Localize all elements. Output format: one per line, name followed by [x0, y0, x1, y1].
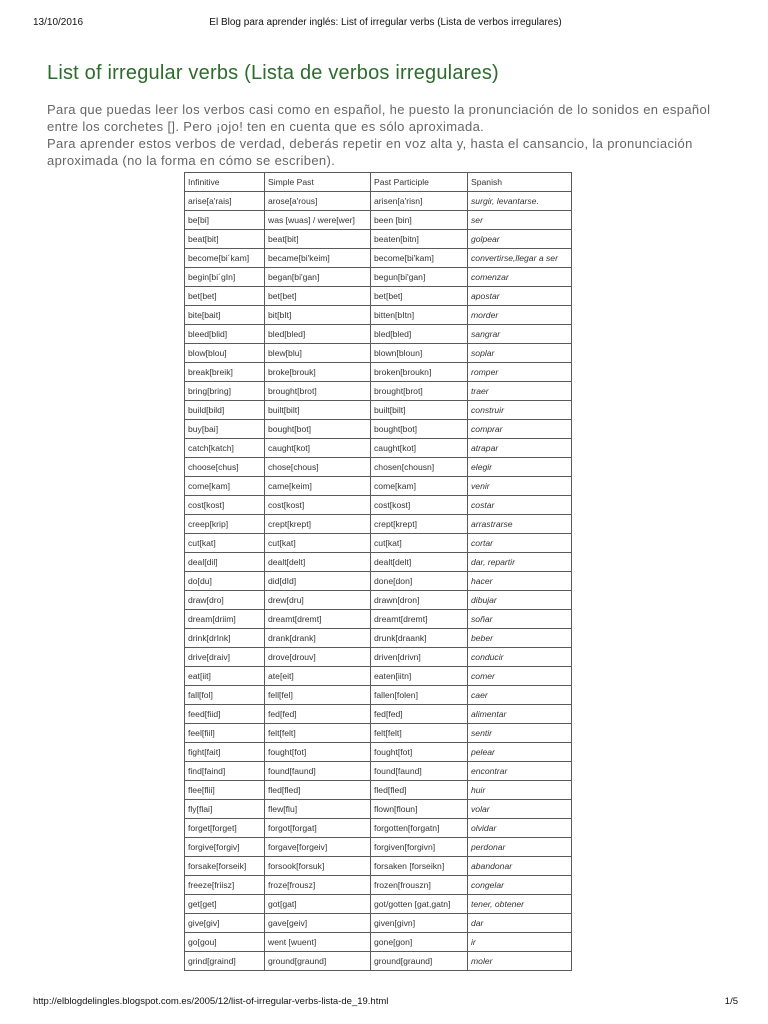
cell-simple-past: went [wuent] — [265, 933, 371, 952]
cell-spanish: abandonar — [468, 857, 572, 876]
cell-infinitive: arise[a'rais] — [185, 192, 265, 211]
table-row — [185, 306, 572, 325]
intro-paragraph: Para aprender estos verbos de verdad, deberás repetir en voz alta y, hasta el cansancio, la pronunciación aproximada (no la forma en cómo se escriben). — [47, 136, 693, 168]
cell-simple-past: fell[fel] — [265, 686, 371, 705]
cell-spanish: caer — [468, 686, 572, 705]
cell-spanish: venir — [468, 477, 572, 496]
cell-spanish: costar — [468, 496, 572, 515]
cell-simple-past: brought[brot] — [265, 382, 371, 401]
table-row — [185, 401, 572, 420]
cell-past-participle: been [bin] — [371, 211, 468, 230]
table-row — [185, 876, 572, 895]
cell-past-participle: drunk[draank] — [371, 629, 468, 648]
cell-spanish: moler — [468, 952, 572, 971]
cell-past-participle: chosen[chousn] — [371, 458, 468, 477]
cell-infinitive: build[bild] — [185, 401, 265, 420]
cell-infinitive: bite[bait] — [185, 306, 265, 325]
cell-past-participle: begun[bi'gan] — [371, 268, 468, 287]
cell-simple-past: gave[geiv] — [265, 914, 371, 933]
cell-simple-past: froze[frousz] — [265, 876, 371, 895]
cell-past-participle: fought[fot] — [371, 743, 468, 762]
cell-spanish: elegir — [468, 458, 572, 477]
table-row — [185, 857, 572, 876]
table-row — [185, 591, 572, 610]
column-header-simple-past: Simple Past — [265, 173, 371, 192]
table-row — [185, 800, 572, 819]
cell-infinitive: grind[graind] — [185, 952, 265, 971]
cell-spanish: pelear — [468, 743, 572, 762]
cell-infinitive: buy[bai] — [185, 420, 265, 439]
cell-infinitive: draw[dro] — [185, 591, 265, 610]
table-row — [185, 363, 572, 382]
cell-past-participle: found[faund] — [371, 762, 468, 781]
cell-past-participle: given[givn] — [371, 914, 468, 933]
cell-simple-past: flew[flu] — [265, 800, 371, 819]
irregular-verbs-table — [184, 172, 572, 971]
cell-spanish: sentir — [468, 724, 572, 743]
cell-simple-past: beat[bit] — [265, 230, 371, 249]
cell-spanish: beber — [468, 629, 572, 648]
cell-past-participle: bet[bet] — [371, 287, 468, 306]
cell-spanish: dar, repartir — [468, 553, 572, 572]
cell-past-participle: cut[kat] — [371, 534, 468, 553]
cell-infinitive: give[giv] — [185, 914, 265, 933]
cell-infinitive: feed[fiid] — [185, 705, 265, 724]
cell-simple-past: came[keim] — [265, 477, 371, 496]
cell-spanish: atrapar — [468, 439, 572, 458]
cell-spanish: arrastrarse — [468, 515, 572, 534]
cell-spanish: conducir — [468, 648, 572, 667]
table-header-row — [185, 173, 572, 192]
cell-infinitive: dream[driim] — [185, 610, 265, 629]
table-row — [185, 743, 572, 762]
cell-past-participle: driven[drivn] — [371, 648, 468, 667]
cell-infinitive: begin[bi´gIn] — [185, 268, 265, 287]
table-row — [185, 192, 572, 211]
cell-simple-past: caught[kot] — [265, 439, 371, 458]
cell-infinitive: beat[bit] — [185, 230, 265, 249]
table-row — [185, 572, 572, 591]
table-row — [185, 933, 572, 952]
cell-past-participle: flown[floun] — [371, 800, 468, 819]
cell-simple-past: got[gat] — [265, 895, 371, 914]
cell-simple-past: drank[drank] — [265, 629, 371, 648]
table-row — [185, 249, 572, 268]
cell-spanish: apostar — [468, 287, 572, 306]
cell-simple-past: drew[dru] — [265, 591, 371, 610]
cell-past-participle: crept[krept] — [371, 515, 468, 534]
cell-infinitive: forget[forget] — [185, 819, 265, 838]
cell-past-participle: fallen[folen] — [371, 686, 468, 705]
cell-past-participle: cost[kost] — [371, 496, 468, 515]
cell-spanish: soñar — [468, 610, 572, 629]
cell-infinitive: find[faind] — [185, 762, 265, 781]
cell-infinitive: cut[kat] — [185, 534, 265, 553]
cell-infinitive: catch[katch] — [185, 439, 265, 458]
cell-simple-past: drove[drouv] — [265, 648, 371, 667]
intro-paragraph: Para que puedas leer los verbos casi como en español, he puesto la pronunciación de lo sonidos en español entre los corchetes []. Pero ¡ojo! ten en cuenta que es sólo aproximada. — [47, 102, 711, 134]
cell-simple-past: blew[blu] — [265, 344, 371, 363]
table-row — [185, 515, 572, 534]
cell-spanish: comenzar — [468, 268, 572, 287]
cell-spanish: hacer — [468, 572, 572, 591]
cell-spanish: congelar — [468, 876, 572, 895]
table-row — [185, 534, 572, 553]
table-row — [185, 268, 572, 287]
cell-past-participle: brought[brot] — [371, 382, 468, 401]
table-row — [185, 952, 572, 971]
cell-past-participle: got/gotten [gat,gatn] — [371, 895, 468, 914]
table-row — [185, 895, 572, 914]
cell-simple-past: fled[fled] — [265, 781, 371, 800]
cell-simple-past: bled[bled] — [265, 325, 371, 344]
cell-infinitive: fly[flai] — [185, 800, 265, 819]
table-row — [185, 838, 572, 857]
cell-spanish: traer — [468, 382, 572, 401]
post-title: List of irregular verbs (Lista de verbos irregulares) — [47, 62, 499, 84]
cell-infinitive: flee[flii] — [185, 781, 265, 800]
cell-simple-past: felt[felt] — [265, 724, 371, 743]
cell-simple-past: ate[eit] — [265, 667, 371, 686]
cell-past-participle: fed[fed] — [371, 705, 468, 724]
table-row — [185, 819, 572, 838]
cell-simple-past: arose[a'rous] — [265, 192, 371, 211]
cell-simple-past: forgave[forgeiv] — [265, 838, 371, 857]
cell-infinitive: choose[chus] — [185, 458, 265, 477]
verbs-table-body — [185, 173, 572, 971]
cell-simple-past: was [wuas] / were[wer] — [265, 211, 371, 230]
cell-past-participle: dreamt[dremt] — [371, 610, 468, 629]
cell-past-participle: felt[felt] — [371, 724, 468, 743]
cell-infinitive: bet[bet] — [185, 287, 265, 306]
table-row — [185, 344, 572, 363]
table-row — [185, 610, 572, 629]
cell-past-participle: caught[kot] — [371, 439, 468, 458]
cell-past-participle: forsaken [forseikn] — [371, 857, 468, 876]
table-row — [185, 230, 572, 249]
cell-simple-past: dealt[delt] — [265, 553, 371, 572]
table-row — [185, 211, 572, 230]
cell-infinitive: come[kam] — [185, 477, 265, 496]
table-row — [185, 705, 572, 724]
cell-spanish: soplar — [468, 344, 572, 363]
cell-past-participle: dealt[delt] — [371, 553, 468, 572]
column-header-infinitive: Infinitive — [185, 173, 265, 192]
print-url: http://elblogdelingles.blogspot.com.es/2005/12/list-of-irregular-verbs-lista-de_19.html — [33, 996, 389, 1007]
cell-simple-past: forsook[forsuk] — [265, 857, 371, 876]
cell-infinitive: fight[fait] — [185, 743, 265, 762]
cell-spanish: surgir, levantarse. — [468, 192, 572, 211]
cell-infinitive: get[get] — [185, 895, 265, 914]
cell-past-participle: frozen[frouszn] — [371, 876, 468, 895]
cell-spanish: tener, obtener — [468, 895, 572, 914]
cell-past-participle: bought[bot] — [371, 420, 468, 439]
cell-infinitive: drink[drInk] — [185, 629, 265, 648]
cell-spanish: olvidar — [468, 819, 572, 838]
cell-infinitive: do[du] — [185, 572, 265, 591]
cell-simple-past: cost[kost] — [265, 496, 371, 515]
table-row — [185, 287, 572, 306]
cell-infinitive: become[bi´kam] — [185, 249, 265, 268]
cell-infinitive: cost[kost] — [185, 496, 265, 515]
table-row — [185, 914, 572, 933]
cell-past-participle: eaten[iitn] — [371, 667, 468, 686]
cell-spanish: ir — [468, 933, 572, 952]
cell-simple-past: broke[brouk] — [265, 363, 371, 382]
print-date: 13/10/2016 — [33, 17, 84, 28]
cell-spanish: alimentar — [468, 705, 572, 724]
cell-past-participle: forgotten[forgatn] — [371, 819, 468, 838]
post-intro — [47, 101, 737, 169]
cell-spanish: cortar — [468, 534, 572, 553]
cell-simple-past: built[bilt] — [265, 401, 371, 420]
cell-spanish: golpear — [468, 230, 572, 249]
cell-past-participle: built[bilt] — [371, 401, 468, 420]
cell-infinitive: bring[bring] — [185, 382, 265, 401]
cell-past-participle: blown[bloun] — [371, 344, 468, 363]
cell-past-participle: bled[bled] — [371, 325, 468, 344]
cell-past-participle: ground[graund] — [371, 952, 468, 971]
column-header-past-participle: Past Participle — [371, 173, 468, 192]
cell-infinitive: deal[dil] — [185, 553, 265, 572]
cell-spanish: dar — [468, 914, 572, 933]
cell-simple-past: did[dId] — [265, 572, 371, 591]
cell-spanish: perdonar — [468, 838, 572, 857]
table-row — [185, 496, 572, 515]
cell-spanish: morder — [468, 306, 572, 325]
cell-infinitive: go[gou] — [185, 933, 265, 952]
print-page-title: El Blog para aprender inglés: List of irregular verbs (Lista de verbos irregulares) — [209, 17, 562, 28]
cell-infinitive: break[breik] — [185, 363, 265, 382]
cell-spanish: construir — [468, 401, 572, 420]
cell-simple-past: fed[fed] — [265, 705, 371, 724]
cell-past-participle: forgiven[forgivn] — [371, 838, 468, 857]
cell-infinitive: eat[iit] — [185, 667, 265, 686]
table-row — [185, 382, 572, 401]
cell-simple-past: found[faund] — [265, 762, 371, 781]
cell-spanish: romper — [468, 363, 572, 382]
cell-simple-past: bet[bet] — [265, 287, 371, 306]
cell-simple-past: ground[graund] — [265, 952, 371, 971]
cell-infinitive: drive[draiv] — [185, 648, 265, 667]
cell-simple-past: chose[chous] — [265, 458, 371, 477]
cell-past-participle: arisen[a'risn] — [371, 192, 468, 211]
table-row — [185, 420, 572, 439]
table-row — [185, 629, 572, 648]
cell-infinitive: blow[blou] — [185, 344, 265, 363]
table-row — [185, 686, 572, 705]
cell-spanish: huir — [468, 781, 572, 800]
cell-spanish: dibujar — [468, 591, 572, 610]
column-header-spanish: Spanish — [468, 173, 572, 192]
table-row — [185, 325, 572, 344]
cell-past-participle: beaten[bitn] — [371, 230, 468, 249]
cell-spanish: volar — [468, 800, 572, 819]
cell-infinitive: freeze[friisz] — [185, 876, 265, 895]
cell-spanish: ser — [468, 211, 572, 230]
table-row — [185, 648, 572, 667]
print-page-number: 1/5 — [724, 996, 738, 1007]
table-row — [185, 458, 572, 477]
cell-infinitive: forsake[forseik] — [185, 857, 265, 876]
cell-simple-past: fought[fot] — [265, 743, 371, 762]
table-row — [185, 724, 572, 743]
cell-spanish: comer — [468, 667, 572, 686]
cell-simple-past: bought[bot] — [265, 420, 371, 439]
table-row — [185, 477, 572, 496]
cell-infinitive: feel[fiil] — [185, 724, 265, 743]
cell-simple-past: dreamt[dremt] — [265, 610, 371, 629]
cell-simple-past: became[bi'keim] — [265, 249, 371, 268]
cell-infinitive: fall[fol] — [185, 686, 265, 705]
cell-past-participle: gone[gon] — [371, 933, 468, 952]
print-header — [33, 17, 738, 31]
cell-simple-past: bit[bIt] — [265, 306, 371, 325]
cell-infinitive: creep[krip] — [185, 515, 265, 534]
cell-past-participle: come[kam] — [371, 477, 468, 496]
cell-spanish: convertirse,llegar a ser — [468, 249, 572, 268]
cell-past-participle: bitten[bItn] — [371, 306, 468, 325]
cell-infinitive: be[bi] — [185, 211, 265, 230]
table-row — [185, 439, 572, 458]
cell-spanish: sangrar — [468, 325, 572, 344]
cell-past-participle: drawn[dron] — [371, 591, 468, 610]
table-row — [185, 781, 572, 800]
cell-past-participle: become[bi'kam] — [371, 249, 468, 268]
cell-spanish: encontrar — [468, 762, 572, 781]
table-row — [185, 553, 572, 572]
cell-simple-past: began[bi'gan] — [265, 268, 371, 287]
cell-past-participle: done[don] — [371, 572, 468, 591]
cell-past-participle: broken[broukn] — [371, 363, 468, 382]
cell-spanish: comprar — [468, 420, 572, 439]
cell-infinitive: forgive[forgiv] — [185, 838, 265, 857]
table-row — [185, 762, 572, 781]
table-row — [185, 667, 572, 686]
print-footer — [33, 996, 738, 1010]
cell-simple-past: cut[kat] — [265, 534, 371, 553]
cell-simple-past: crept[krept] — [265, 515, 371, 534]
cell-simple-past: forgot[forgat] — [265, 819, 371, 838]
cell-infinitive: bleed[blid] — [185, 325, 265, 344]
cell-past-participle: fled[fled] — [371, 781, 468, 800]
